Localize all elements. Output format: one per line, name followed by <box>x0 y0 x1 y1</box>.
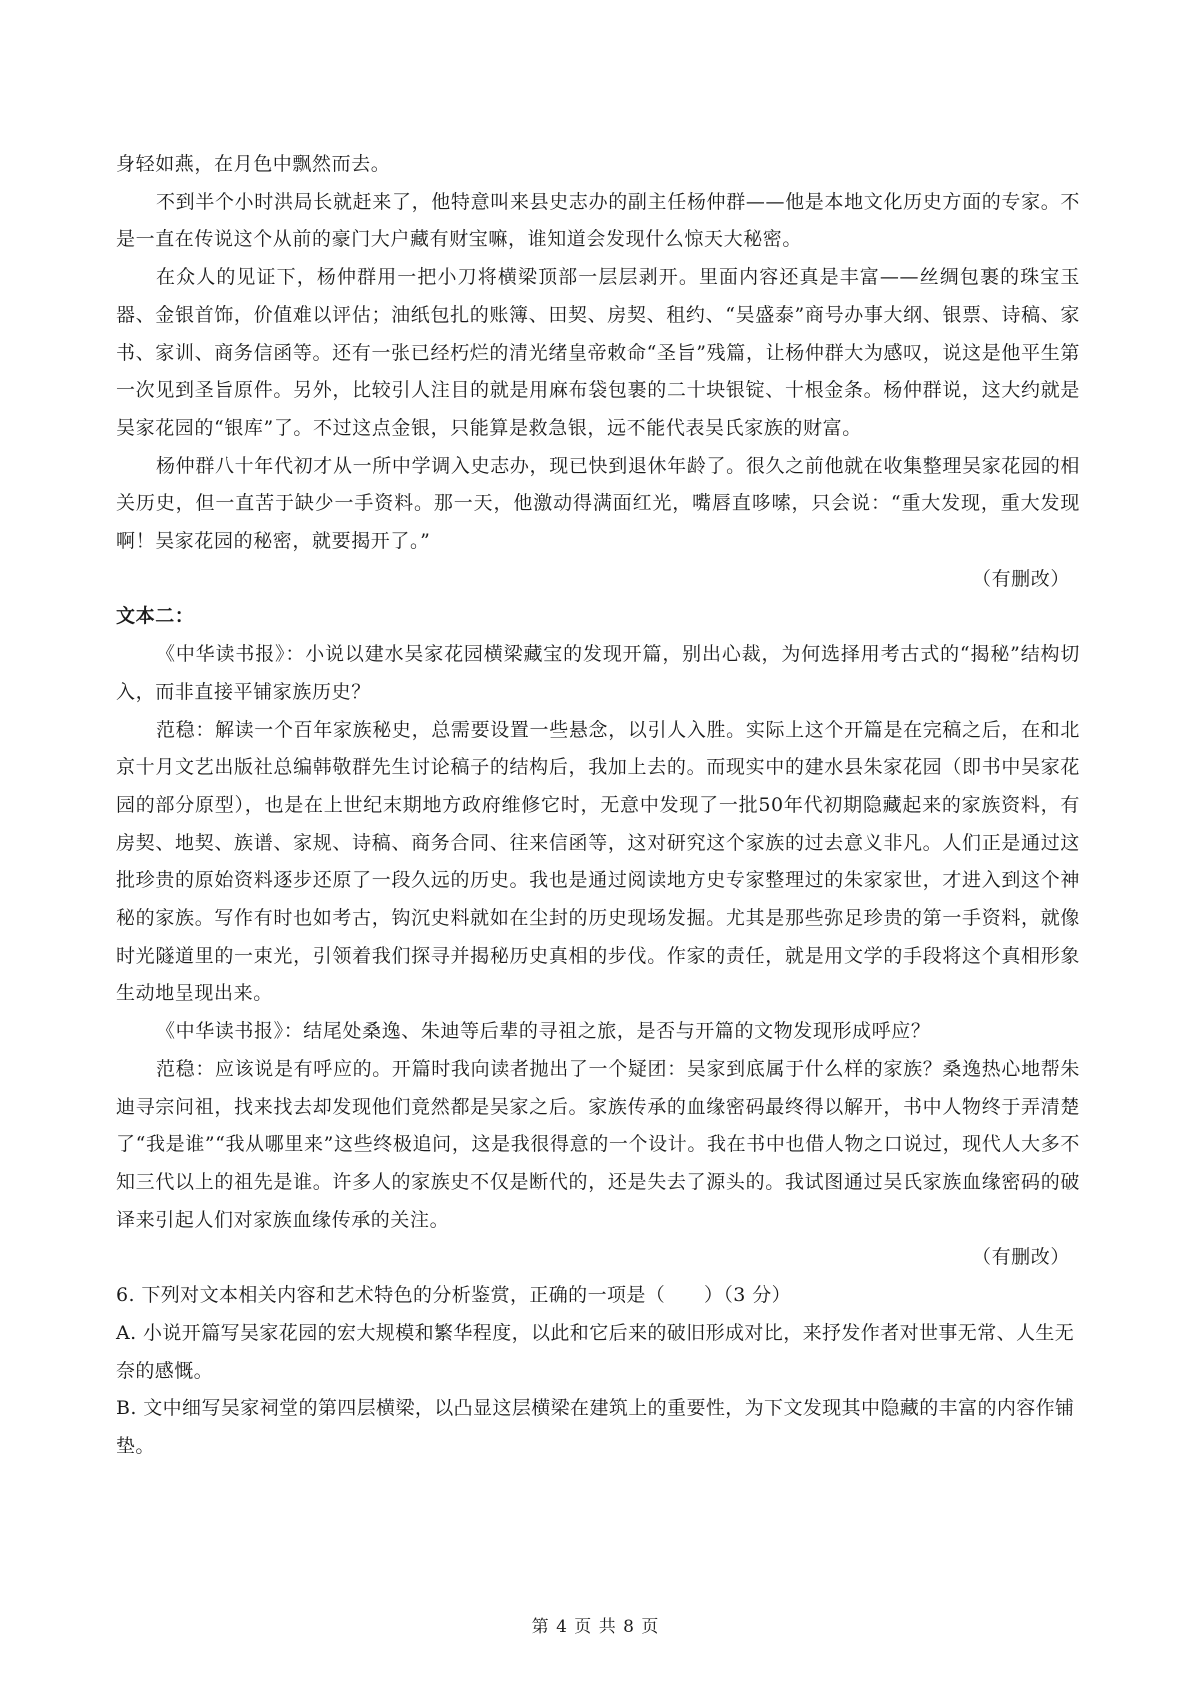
text1-edit-note: （有删改） <box>971 567 1070 590</box>
text1-paragraph-2: 在众人的见证下，杨仲群用一把小刀将横梁顶部一层层剥开。里面内容还真是丰富——丝绸包裹的珠宝玉器、金银首饰，价值难以评估；油纸包扎的账簿、田契、房契、租约、“吴盛泰”商号办事大纲、银票、诗稿、家书、家训、商务信函等。还有一张已经朽烂的清光绪皇帝敕命“圣旨”残篇，让杨仲群大为感叹，说这是他平生第一次见到圣旨原件。另外，比较引人注目的就是用麻布袋包裹的二十块银锭、十根金条。杨仲群说，这大约就是吴家花园的“银库”了。不过这点金银，只能算是救急银，远不能代表吴氏家族的财富。 <box>116 266 1080 439</box>
question-6-option-b: B. 文中细写吴家祠堂的第四层横梁，以凸显这层横梁在建筑上的重要性，为下文发现其中隐藏的丰富的内容作铺垫。 <box>116 1397 1075 1457</box>
text2-answer-2: 范稳：应该说是有呼应的。开篇时我向读者抛出了一个疑团：吴家到底属于什么样的家族？桑逸热心地帮朱迪寻宗问祖，找来找去却发现他们竟然都是吴家之后。家族传承的血缘密码最终得以解开，书中人物终于弄清楚了“我是谁”“我从哪里来”这些终极追问，这是我很得意的一个设计。我在书中也借人物之口说过，现代人大多不知三代以上的祖先是谁。许多人的家族史不仅是断代的，还是失去了源头的。我试图通过吴氏家族血缘密码的破译来引起人们对家族血缘传承的关注。 <box>116 1057 1080 1231</box>
question-6-stem: 6. 下列对文本相关内容和艺术特色的分析鉴赏，正确的一项是（ ）（3 分） <box>116 1284 791 1307</box>
text2-answer-1: 范稳：解读一个百年家族秘史，总需要设置一些悬念，以引人入胜。实际上这个开篇是在完稿之后，在和北京十月文艺出版社总编韩敬群先生讨论稿子的结构后，我加上去的。而现实中的建水县朱家花园（即书中吴家花园的部分原型），也是在上世纪末期地方政府维修它时，无意中发现了一批50年代初期隐藏起来的家族资料，有房契、地契、族谱、家规、诗稿、商务合同、往来信函等，这对研究这个家族的过去意义非凡。人们正是通过这批珍贵的原始资料逐步还原了一段久远的历史。我也是通过阅读地方史专家整理过的朱家家世，才进入到这个神秘的家族。写作有时也如考古，钩沉史料就如在尘封的历史现场发掘。尤其是那些弥足珍贵的第一手资料，就像时光隧道里的一束光，引领着我们探寻并揭秘历史真相的步伐。作家的责任，就是用文学的手段将这个真相形象生动地呈现出来。 <box>116 718 1080 1005</box>
page-number-footer: 第 4 页 共 8 页 <box>531 1617 660 1637</box>
text2-edit-note: （有删改） <box>971 1246 1070 1269</box>
question-6-option-a: A. 小说开篇写吴家花园的宏大规模和繁华程度，以此和它后来的破旧形成对比，来抒发作者对世事无常、人生无奈的感慨。 <box>116 1321 1075 1382</box>
text1-paragraph-0: 身轻如燕，在月色中飘然而去。 <box>116 153 391 175</box>
text2-heading: 文本二： <box>116 605 195 628</box>
text1-paragraph-3: 杨仲群八十年代初才从一所中学调入史志办，现已快到退休年龄了。很久之前他就在收集整理吴家花园的相关历史，但一直苦于缺少一手资料。那一天，他激动得满面红光，嘴唇直哆嗦，只会说：“重大发现，重大发现啊！吴家花园的秘密，就要揭开了。” <box>116 454 1080 553</box>
page-content <box>116 146 1080 1466</box>
text2-question-2: 《中华读书报》：结尾处桑逸、朱迪等后辈的寻祖之旅，是否与开篇的文物发现形成呼应？ <box>156 1020 931 1043</box>
text1-paragraph-1: 不到半个小时洪局长就赶来了，他特意叫来县史志办的副主任杨仲群——他是本地文化历史方面的专家。不是一直在传说这个从前的豪门大户藏有财宝嘛，谁知道会发现什么惊天大秘密。 <box>116 190 1080 251</box>
text2-question-1: 《中华读书报》：小说以建水吴家花园横梁藏宝的发现开篇，别出心裁，为何选择用考古式的“揭秘”结构切入，而非直接平铺家族历史？ <box>116 643 1080 703</box>
